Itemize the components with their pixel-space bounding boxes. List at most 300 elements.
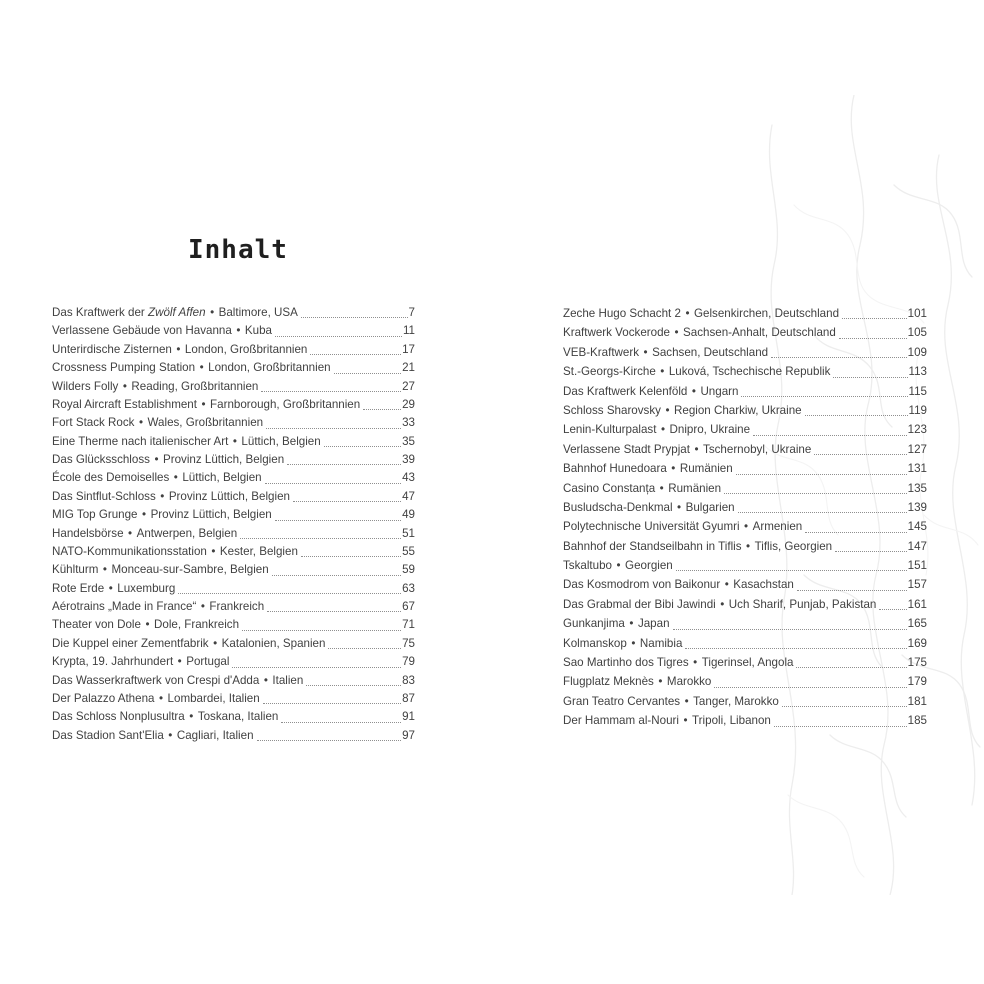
entry-title: Das Kosmodrom von Baikonur [563,578,721,592]
entry-page-number: 91 [402,710,415,724]
entry-text [563,479,721,498]
entry-page-number: 63 [402,581,415,595]
entry-title: Das Kraftwerk der [52,306,148,319]
entry-location: Georgien [625,559,673,573]
entry-title: Das Glücksschloss [52,453,150,466]
bullet-separator: • [177,655,182,669]
entry-page-number: 101 [907,307,927,320]
entry-location: Tschernobyl, Ukraine [703,442,812,456]
bullet-separator: • [658,675,663,689]
entry-text [52,433,321,451]
entry-page-number: 127 [907,442,927,456]
bullet-separator: • [189,710,194,724]
entry-title: Rote Erde [52,581,105,595]
toc-entry [52,690,415,708]
entry-title: Flugplatz Meknès [563,675,654,689]
entry-page-number: 87 [402,691,415,705]
dot-leader [741,396,907,397]
toc-entry [52,488,415,506]
entry-page-number: 47 [402,489,415,503]
entry-title: Sao Martinho dos Tigres [563,656,689,670]
entry-title: NATO-Kommunikationsstation [52,544,207,558]
entry-location: Namibia [639,636,683,650]
entry-text [563,343,768,362]
dot-leader [833,377,907,378]
entry-text [52,378,258,396]
toc-entry [52,433,415,451]
bullet-separator: • [674,326,679,340]
bullet-separator: • [213,636,218,650]
entry-page-number: 71 [402,618,415,632]
entry-title: Crossness Pumping Station [52,361,196,375]
dot-leader [266,428,401,429]
dot-leader [287,464,401,465]
toc-entry [563,595,927,614]
entry-location: Rumänien [679,462,733,476]
bullet-separator: • [145,618,150,632]
toc-entry [563,479,927,498]
entry-title: Zeche Hugo Schacht 2 [563,307,681,320]
entry-location: Dnipro, Ukraine [669,423,751,437]
entry-text [52,396,360,414]
bullet-separator: • [659,481,664,495]
entry-title: MIG Top Grunge [52,508,138,522]
entry-text [563,672,711,691]
entry-location: Luková, Tschechische Republik [668,365,831,379]
toc-entry [52,304,415,322]
bullet-separator: • [138,416,144,430]
dot-leader [738,512,907,513]
bullet-separator: • [236,324,241,338]
bullet-separator: • [643,345,648,359]
toc-entry [563,672,927,691]
entry-page-number: 185 [907,714,927,728]
bullet-separator: • [683,714,688,728]
bullet-separator: • [691,384,696,398]
bullet-separator: • [263,673,268,687]
bullet-separator: • [199,361,204,375]
entry-title: Tskaltubo [563,559,612,573]
entry-title: Casino Constanța [563,481,656,495]
entry-page-number: 139 [907,500,927,514]
toc-entry [52,727,415,745]
entry-page-number: 59 [402,563,415,577]
dot-leader [814,454,906,455]
entry-location: Wales, Großbritannien [147,416,264,430]
entry-text [563,304,839,323]
entry-location: Kester, Belgien [219,544,298,558]
bullet-separator: • [128,526,133,540]
entry-title: Das Wasserkraftwerk von Crespi d'Adda [52,673,260,687]
bullet-separator: • [677,500,682,514]
toc-entry [52,451,415,469]
toc-entry [563,420,927,439]
dot-leader [685,648,906,649]
entry-location: Tiflis, Georgien [754,539,833,553]
dot-leader [257,740,402,741]
toc-entry [52,543,415,561]
entry-page-number: 43 [402,471,415,485]
entry-title: Unterirdische Zisternen [52,342,172,356]
entry-title: Gunkanjima [563,617,625,631]
entry-location: Antwerpen, Belgien [136,526,238,540]
entry-location: Provinz Lüttich, Belgien [150,508,272,522]
entry-text [563,711,771,730]
entry-page-number: 39 [402,453,415,466]
entry-location: Provinz Lüttich, Belgien [168,489,290,503]
entry-page-number: 135 [907,481,927,495]
entry-text [52,653,229,671]
entry-location: Cagliari, Italien [176,728,254,742]
bullet-separator: • [693,656,698,670]
entry-text [52,543,298,561]
dot-leader [805,532,906,533]
toc-entry [563,323,927,342]
dot-leader [334,373,402,374]
entry-text [563,653,793,672]
bullet-separator: • [232,434,237,448]
toc-entry [563,614,927,633]
bullet-separator: • [685,307,690,320]
entry-text [52,341,307,359]
bullet-separator: • [684,694,689,708]
toc-entry [563,304,927,323]
entry-page-number: 27 [402,379,415,393]
entry-title: St.-Georgs-Kirche [563,365,656,379]
entry-location: Uch Sharif, Punjab, Pakistan [728,597,877,611]
bullet-separator: • [176,342,181,356]
toc-column-right [563,304,927,731]
bullet-separator: • [122,379,127,393]
toc-entry [563,575,927,594]
bullet-separator: • [108,581,113,595]
entry-text [52,359,331,377]
entry-text [563,498,735,517]
entry-location: Katalonien, Spanien [221,636,326,650]
entry-text [563,420,750,439]
toc-entry [52,525,415,543]
toc-entry [52,561,415,579]
toc-entry [52,396,415,414]
entry-location: Dole, Frankreich [154,618,240,632]
dot-leader [265,483,401,484]
entry-page-number: 49 [402,508,415,522]
entry-title: Die Kuppel einer Zementfabrik [52,636,209,650]
entry-page-number: 179 [907,675,927,689]
entry-page-number: 131 [907,462,927,476]
entry-page-number: 35 [402,434,415,448]
entry-text [563,537,832,556]
entry-text [52,506,272,524]
entry-location: Farnborough, Großbritannien [210,397,361,411]
entry-page-number: 161 [907,597,927,611]
bullet-separator: • [168,728,173,742]
entry-location: Armenien [752,520,803,534]
entry-page-number: 109 [907,345,927,359]
entry-page-number: 33 [402,416,415,430]
entry-location: Lüttich, Belgien [182,471,262,485]
entry-title-italic: Zwölf Affen [148,306,206,319]
entry-location: Luxemburg [117,581,176,595]
entry-title: Der Palazzo Athena [52,691,155,705]
entry-title: Verlassene Stadt Prypjat [563,442,690,456]
entry-page-number: 147 [907,539,927,553]
toc-entry [52,322,415,340]
entry-location: Marokko [666,675,712,689]
entry-text [52,580,175,598]
dot-leader [753,435,907,436]
entry-text [563,323,836,342]
bullet-separator: • [160,489,165,503]
bullet-separator: • [671,462,676,476]
dot-leader [839,338,907,339]
bullet-separator: • [158,691,164,705]
toc-entry [563,440,927,459]
entry-location: Frankreich [209,600,265,613]
entry-text [52,690,260,708]
bullet-separator: • [142,508,147,522]
entry-text [52,525,237,543]
entry-text [563,401,802,420]
entry-text [563,575,794,594]
toc-entry [52,580,415,598]
dot-leader [363,409,401,410]
entry-page-number: 79 [402,655,415,669]
dot-leader [275,336,402,337]
entry-title: Bahnhof Hunedoara [563,462,667,476]
entry-page-number: 113 [908,365,927,379]
bullet-separator: • [102,563,107,577]
bullet-separator: • [724,578,729,592]
entry-text [563,692,779,711]
entry-text [52,727,254,745]
dot-leader [293,501,401,502]
entry-location: Toskana, Italien [197,710,279,724]
entry-text [563,440,811,459]
toc-entry [52,616,415,634]
dot-leader [301,556,401,557]
entry-location: Tanger, Marokko [693,694,779,708]
toc-entry [52,469,415,487]
toc-entry [52,378,415,396]
entry-title: VEB-Kraftwerk [563,345,640,359]
entry-title: Eine Therme nach italienischer Art [52,434,229,448]
entry-page-number: 145 [907,520,927,534]
entry-page-number: 17 [402,342,415,356]
dot-leader [267,611,401,612]
entry-title: Das Grabmal der Bibi Jawindi [563,597,716,611]
toc-entry [563,459,927,478]
entry-text [563,382,738,401]
dot-leader [879,609,906,610]
entry-text [52,598,264,616]
dot-leader [261,391,401,392]
entry-text [52,414,263,432]
toc-entry [52,598,415,616]
entry-location: Bulgarien [685,500,735,514]
entry-text [52,672,303,690]
bullet-separator: • [211,544,216,558]
toc-entry [563,634,927,653]
entry-location: Rumänien [668,481,722,495]
entry-text [52,304,298,322]
entry-text [52,322,272,340]
toc-entry [563,653,927,672]
entry-title: Bahnhof der Standseilbahn in Tiflis [563,539,742,553]
toc-entry [52,708,415,726]
entry-location: London, Großbritannien [208,361,331,375]
entry-page-number: 29 [402,397,415,411]
entry-text [52,488,290,506]
dot-leader [714,687,906,688]
entry-location: Kasachstan [733,578,794,592]
entry-title: Theater von Dole [52,618,141,632]
bullet-separator: • [631,636,636,650]
entry-page-number: 157 [907,578,927,592]
entry-location: Italien [272,673,304,687]
dot-leader [736,474,907,475]
entry-location: Provinz Lüttich, Belgien [163,453,285,466]
toc-entry [52,359,415,377]
entry-page-number: 11 [402,324,415,338]
entry-location: Reading, Großbritannien [131,379,259,393]
entry-title: Das Kraftwerk Kelenföld [563,384,688,398]
dot-leader [324,446,401,447]
dot-leader [673,629,907,630]
toc-entry [52,635,415,653]
toc-entry [563,498,927,517]
entry-location: Tigerinsel, Angola [701,656,794,670]
toc-entry [52,506,415,524]
bullet-separator: • [629,617,634,631]
entry-text [52,616,239,634]
entry-title: Kolmanskop [563,636,627,650]
entry-text [52,708,278,726]
entry-location: Kuba [244,324,272,338]
entry-page-number: 181 [907,694,927,708]
entry-title: Aérotrains „Made in France“ [52,600,197,613]
entry-title: Fort Stack Rock [52,416,135,430]
entry-page-number: 67 [402,600,415,613]
entry-location: Japan [637,617,670,631]
entry-title: Lenin-Kulturpalast [563,423,657,437]
dot-leader [301,317,408,318]
dot-leader [272,575,401,576]
entry-page-number: 55 [402,544,415,558]
entry-location: Ungarn [700,384,739,398]
entry-text [52,451,284,469]
entry-page-number: 97 [402,728,415,742]
dot-leader [275,520,401,521]
entry-page-number: 51 [402,526,415,540]
dot-leader [328,648,401,649]
entry-location: Tripoli, Libanon [692,714,771,728]
dot-leader [232,667,401,668]
entry-title: Der Hammam al-Nouri [563,714,679,728]
page-title: Inhalt [188,235,288,265]
entry-text [563,362,830,381]
entry-page-number: 123 [907,423,927,437]
bullet-separator: • [154,453,159,466]
entry-title: Kühlturm [52,563,99,577]
toc-entry [52,414,415,432]
dot-leader [724,493,907,494]
entry-page-number: 83 [402,673,415,687]
entry-text [563,614,670,633]
entry-title: École des Demoiselles [52,471,170,485]
dot-leader [263,703,401,704]
dot-leader [310,354,401,355]
entry-location: Lombardei, Italien [167,691,260,705]
bullet-separator: • [616,559,621,573]
toc-entry [52,653,415,671]
entry-page-number: 175 [907,656,927,670]
entry-title: Das Schloss Nonplusultra [52,710,185,724]
entry-title: Handelsbörse [52,526,124,540]
entry-text [563,556,673,575]
entry-page-number: 21 [402,361,415,375]
dot-leader [281,722,401,723]
bullet-separator: • [173,471,178,485]
entry-page-number: 105 [907,326,927,340]
entry-location: Lüttich, Belgien [241,434,321,448]
entry-title: Wilders Folly [52,379,119,393]
entry-location: Monceau-sur-Sambre, Belgien [111,563,269,577]
dot-leader [835,551,907,552]
entry-title: Schloss Sharovsky [563,403,661,417]
toc-column-left [52,304,415,745]
entry-title: Krypta, 19. Jahrhundert [52,655,174,669]
toc-entry [52,341,415,359]
bullet-separator: • [210,306,215,319]
bullet-separator: • [660,365,665,379]
entry-location: Gelsenkirchen, Deutschland [694,307,840,320]
toc-entry [563,362,927,381]
bullet-separator: • [746,539,751,553]
toc-entry [563,692,927,711]
entry-text [563,595,876,614]
entry-text [563,634,682,653]
bullet-separator: • [694,442,699,456]
entry-location: Sachsen, Deutschland [652,345,769,359]
entry-text [52,469,262,487]
entry-page-number: 169 [907,636,927,650]
dot-leader [774,726,907,727]
entry-page-number: 75 [402,636,415,650]
entry-location: Portugal [186,655,230,669]
bullet-separator: • [660,423,666,437]
dot-leader [796,667,906,668]
entry-page-number: 151 [907,559,927,573]
bullet-separator: • [665,403,670,417]
entry-title: Das Stadion Sant'Elia [52,728,164,742]
entry-page-number: 119 [908,403,927,417]
entry-location: Sachsen-Anhalt, Deutschland [683,326,836,340]
dot-leader [797,590,907,591]
entry-location: Baltimore, USA [218,306,298,319]
entry-text [563,517,802,536]
entry-title: Polytechnische Universität Gyumri [563,520,740,534]
dot-leader [178,593,401,594]
entry-text [563,459,733,478]
entry-location: Region Charkiw, Ukraine [674,403,802,417]
dot-leader [805,415,908,416]
toc-entry [563,556,927,575]
bullet-separator: • [200,600,205,613]
toc-entry [563,711,927,730]
entry-title: Royal Aircraft Establishment [52,397,197,411]
dot-leader [242,630,401,631]
